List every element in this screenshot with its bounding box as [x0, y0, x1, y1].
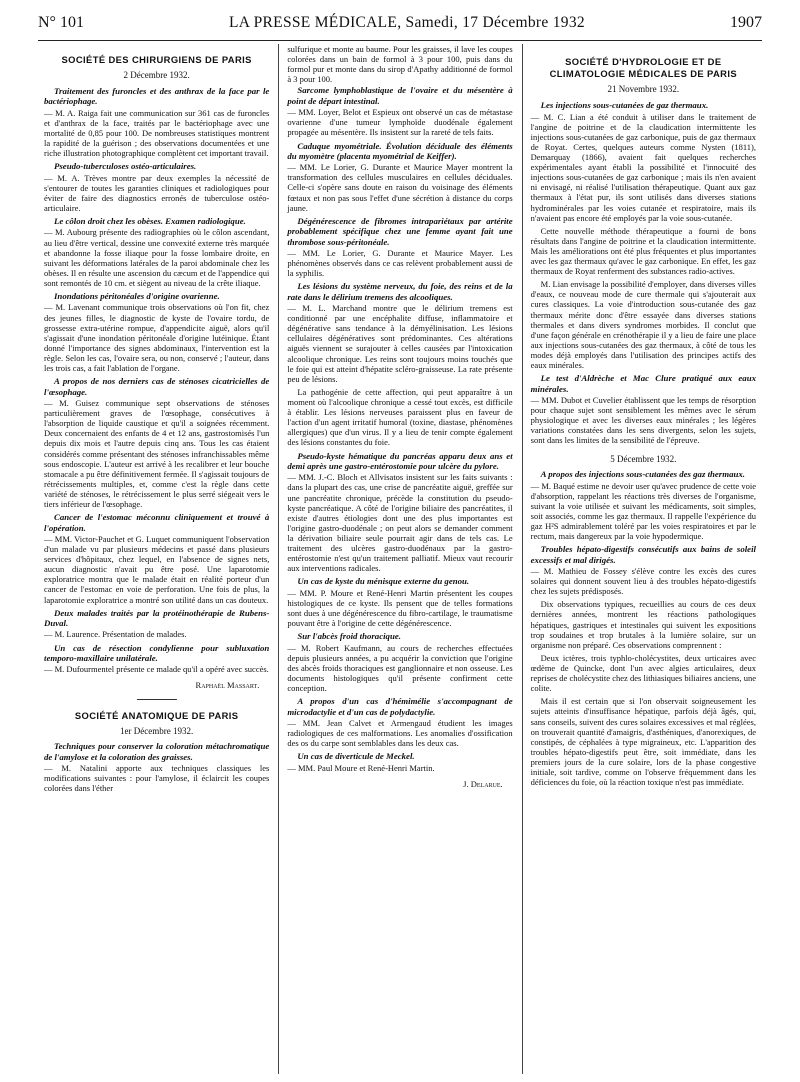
entry-title: Les injections sous-cutanées de gaz thermaux. — [540, 100, 709, 111]
entry-text: Mais il est certain que si l'on observait soigneusement les sujets atteints d'insuffisance hépatique, parfois déjà âgés, qui, sans conseils, suivent des cures solaires excessives et mal réglées, on trouverait quantité d'amaigris, d'asthéniques, d'anorexiques, de constipés, de céphalées à type migraineux, etc. L'apparition des troubles hépato-digestifs peut être, soit immédiate, dans les premiers jours de la cure solaire, lors de la phase congestive initiale, soit tardive, comme on l'observe fréquemment dans les déficiences du foie, où la réaction toxique n'est pas immédiate. — [530, 696, 756, 788]
article-entry — [531, 696, 756, 787]
entry-title: Un cas de diverticule de Meckel. — [297, 751, 415, 762]
entry-title: Un cas de résection condylienne pour subluxation temporo-maxillaire unilatérale. — [44, 642, 270, 663]
section-date: 1er Décembre 1932. — [120, 725, 194, 736]
article-entry — [44, 291, 269, 373]
page-header — [38, 14, 762, 41]
entry-title: Le test d'Aldrèche et Mac Clure pratiqué aux eaux minérales. — [530, 373, 756, 394]
entry-text: — MM. Dubot et Cuvelier établissent que les temps de résorption pour chaque sujet sont sensiblement les mêmes avec le sérum physiologique et avec les diverses eaux minérales ; les légères variations constatées dans les sens divergents, selon les sujets, sont dans les limites de la sensibilité de l'épreuve. — [530, 395, 756, 446]
article-entry — [44, 741, 269, 793]
article-entry — [287, 631, 512, 693]
journal-title: LA PRESSE MÉDICALE, Samedi, 17 Décembre 1932 — [229, 14, 585, 31]
article-entry — [287, 576, 512, 628]
entry-title: Troubles hépato-digestifs consécutifs aux bains de soleil excessifs et mal dirigés. — [530, 544, 756, 565]
entry-text: — M. Mathieu de Fossey s'élève contre les excès des cures solaires qui donnent souvent lieu à des troubles hépato-digestifs chez les sujets prédisposés. — [530, 566, 756, 597]
entry-title: Pseudo-tuberculoses ostéo-articulaires. — [54, 161, 197, 172]
entry-title: Sur l'abcès froid thoracique. — [297, 631, 401, 642]
entries — [44, 86, 269, 674]
entry-title: Techniques pour conserver la coloration métachromatique de l'amylose et la coloration des graisses. — [44, 741, 270, 762]
column-3 — [522, 44, 756, 1074]
entry-text: — MM. Victor-Pauchet et G. Luquet communiquent l'observation d'un malade vu par plusieurs médecins et passé dans plusieurs services d'hôpitaux, chez lequel, en l'absence de signes nets, aucun diagnostic n'avait pu être posé. Une laparotomie exploratrice montra que le malade était en réalité porteur d'un cancer de l'estomac en voie de perforation. Une fois de plus, la laparotomie exploratrice a montré son utilité dans un cas douteux. — [44, 533, 270, 605]
entry-text: — M. A. Raiga fait une communication sur 361 cas de furoncles et d'anthrax de la face, traités par le bactériophage avec une mortalité de 0,85 pour 100. De nombreuses statistiques montrent la rapidité de la guérison ; des observations documentées et une riche illustration photographique complètent cet important travail. — [44, 107, 270, 159]
entries — [531, 100, 756, 445]
article-entry — [287, 281, 512, 384]
divider — [137, 699, 177, 700]
article-entry — [287, 696, 512, 748]
entries — [287, 85, 512, 772]
entry-text: Dix observations typiques, recueillies au cours de ces deux dernières années, montrent les réactions pathologiques hépatiques, gastriques et intestinales qui suivent les expositions trop soudaines et trop brutales à la lumière solaire, sur un organisme non préparé. Ces observations comprennent : — [530, 599, 756, 650]
article-entry — [287, 216, 512, 278]
signature: J. Delarue. — [463, 778, 503, 789]
entry-text: — M. Guisez communique sept observations de sténoses particulièrement graves de l'œsophage, consécutives à l'absorption de liquide caustique et qu'il a soignées récemment. Deux concernaient des enfants de 4 et 12 ans, gastrostomisés l'un depuis dix mois et l'autre depuis cinq ans. Tous les cas étaient considérés comme présentant des sténoses infranchissables même sous endoscopie. L'auteur est arrivé à les recalibrer et leur bouche stomacale a pu être définitivement fermée. Il s'agissait toujours de rétrécissements multiples, et, comme c'est la règle dans cette variété de sténoses, le rétrécissement le plus serré siégeait vers le tiers inférieur de l'œsophage. — [44, 397, 270, 510]
article-entry — [287, 85, 512, 137]
article-entry — [531, 599, 756, 650]
section-date: 2 Décembre 1932. — [123, 70, 190, 81]
paragraph: sulfurique et monte au baume. Pour les graisses, il lave les coupes colorées dans un bain de formol à 3 pour 100, puis dans du formol pur et monte dans du sirop d'Apathy additionné de formol à 3 pour 100. — [287, 44, 513, 85]
article-columns — [44, 44, 756, 1074]
entries — [44, 741, 269, 793]
entry-title: Pseudo-kyste hématique du pancréas apparu deux ans et demi après une gastro-entérostomie pour ulcère du pylore. — [287, 450, 513, 471]
article-entry — [531, 100, 756, 223]
entry-text: — M. L. Marchand montre que le délirium tremens est conditionné par une encéphalite diffuse, inflammatoire et dégénérative sans tendance à la démyélinisation. Les lésions cellulaires dégénératives sont prédominantes. Ces altérations aiguës viennent se surajouter à celles causées par l'intoxication alcoolique chronique. Les reins sont toujours moins touchés que le foie qui est atteint d'hépatite scléro-graisseuse. La rate présente peu de lésions. — [287, 303, 513, 384]
section-date: 5 Décembre 1932. — [610, 453, 677, 464]
article-entry — [44, 608, 269, 640]
entry-text: — M. Dufourmentel présente ce malade qu'il a opéré avec succès. — [44, 664, 269, 675]
entry-text: — MM. Loyer, Belot et Espieux ont observé un cas de métastase ovarienne d'une tumeur lymphoïde duodénale également propagée au mésentère. Ils insistent sur la rareté de tels faits. — [287, 107, 513, 138]
article-entry — [531, 226, 756, 277]
entry-title: Caduque myométriale. Évolution déciduale des éléments du myomètre (placenta myométrial de Keiffer). — [287, 140, 513, 161]
section-title: SOCIÉTÉ ANATOMIQUE DE PARIS — [74, 709, 239, 721]
entry-text: — M. Laurence. Présentation de malades. — [44, 629, 187, 640]
entry-text: — MM. P. Moure et René-Henri Martin présentent les coupes histologiques de ce kyste. Ils pensent que de telles formations sont dues à une dégénérescence du fibro-cartilage, le traumatisme pouvant être à l'origine de cette dégénérescence. — [287, 587, 513, 629]
article-entry — [531, 653, 756, 693]
article-entry — [287, 387, 512, 448]
article-entry — [44, 643, 269, 675]
entry-text: — M. Baqué estime ne devoir user qu'avec prudence de cette voie d'absorption, rappelant les réactions très diverses de l'organisme, suivant la voie utilisée et suivant les médicaments, soit simples, soit associés, comme les gaz thermaux. Il rappelle l'expérience du gaz H²S admirablement toléré par les voies respiratoires et par le rectum, mais dangereux par la voie hypodermique. — [530, 480, 756, 542]
signature: Raphaël Massart. — [195, 680, 260, 691]
entry-text: — M. Natalini apporte aux techniques classiques les modifications suivantes : pour l'amylose, il éclaircit les coupes colorées dans l'éther — [44, 763, 270, 794]
entry-title: Cancer de l'estomac méconnu cliniquement et trouvé à l'opération. — [44, 512, 270, 533]
entry-text: M. Lian envisage la possibilité d'employer, dans diverses villes d'eaux, ce nouveau mode de cure thermale qui s'ajouterait aux cures classiques. La voie d'introduction sous-cutanée des gaz thermaux mérite donc d'être essayée dans diverses stations thermales et dans divers syndromes morbides. Il conclut que d'une façon générale en crénothérapie il y a lieu de faire une place aux injections sous-cutanées des gaz thermaux, à côté de tous les modes déjà employés dans l'utilisation des principes actifs des eaux minérales. — [530, 279, 756, 371]
article-entry — [44, 376, 269, 509]
entry-title: Deux malades traités par la protéinothérapie de Rubens-Duval. — [44, 607, 270, 629]
article-entry — [531, 469, 756, 541]
entry-text: — MM. Le Lorier, G. Durante et Maurice Mayer. Les phénomènes observés dans ce cas relèvent probablement aussi de la syphilis. — [287, 247, 513, 279]
entry-title: Les lésions du système nerveux, du foie, des reins et de la rate dans le délirium tremens des alcooliques. — [287, 281, 513, 302]
entry-text: — M. A. Trèves montre par deux exemples la nécessité de s'entourer de toutes les garanties cliniques et radiologiques pour éviter de faire des diagnostics erronés de tuberculose ostéo-articulaire. — [44, 172, 270, 213]
entry-title: A propos de nos derniers cas de sténoses cicatricielles de l'œsophage. — [44, 376, 270, 397]
article-entry — [44, 86, 269, 158]
article-entry — [287, 751, 512, 772]
entry-text: La pathogénie de cette affection, qui peut apparaître à un moment où l'alcoolique chronique a cessé tout excès, est difficile à établir. Les lésions nerveuses paraissent plus en faveur de l'action d'un agent irritatif humoral (toxine, diastase, phénomènes allergiques) que d'un virus. Il y a lieu de tenir compte également des lésions constantes du foie. — [287, 386, 513, 448]
page-number-left: N° 101 — [38, 14, 84, 31]
entry-text: — M. Robert Kaufmann, au cours de recherches effectuées depuis plusieurs années, a pu acquérir la conviction que l'origine des abcès froids thoraciques est ganglionnaire et non osseuse. Les documents histologiques qu'il présente confirment cette conception. — [287, 642, 513, 694]
article-entry — [44, 216, 269, 288]
article-entry — [531, 279, 756, 370]
section-title: SOCIÉTÉ D'HYDROLOGIE ET DE CLIMATOLOGIE MÉDICALES DE PARIS — [549, 56, 738, 80]
entry-text: — MM. Paul Moure et René-Henri Martin. — [287, 762, 435, 773]
entry-title: Le côlon droit chez les obèses. Examen radiologique. — [54, 216, 246, 227]
column-1 — [44, 44, 269, 1074]
entry-text: — M. C. Lian a été conduit à utiliser dans le traitement de l'angine de poitrine et de la claudication intermittente les injections sous-cutanées de gaz carbonique, puis de gaz thermaux de Royat. Certes, quelques auteurs comme Nysten (1811), Demarquay (1866), avaient fait quelques recherches expérimentales ayant établi la possibilité et l'innocuité des injections sous-cutanées de gaz carbonique ; mais ils n'en avaient ni envisagé, ni réalisé l'utilisation thérapeutique. Quant aux gaz thermaux à l'état pur, ils sont utilisés dans diverses stations hydrominérales par les voies cutanée et respiratoire, mais ils n'avaient pas encore été employés par la voie sous-cutanée. — [530, 111, 756, 223]
entry-title: Dégénérescence de fibromes intrapariétaux par artérite probablement spécifique chez une femme ayant fait une thrombose sous-péritonéale. — [287, 215, 513, 247]
section-title: SOCIÉTÉ DES CHIRURGIENS DE PARIS — [61, 54, 252, 65]
article-entry — [44, 512, 269, 605]
entry-text: Cette nouvelle méthode thérapeutique a fourni de bons résultats dans l'angine de poitrine et la claudication intermittente. Mais les améliorations ont été plus fréquentes et plus importantes avec les gaz thermaux qu'avec le gaz carbonique. En effet, les gaz thermaux de Royat renferment des substances radio-actives. — [530, 225, 756, 277]
section-date: 21 Novembre 1932. — [607, 84, 680, 95]
entry-title: Sarcome lymphoblastique de l'ovaire et du mésentère à point de départ intestinal. — [287, 85, 513, 106]
article-entry — [287, 141, 512, 213]
article-entry — [531, 373, 756, 445]
entry-title: A propos d'un cas d'hémimélie s'accompagnant de microdactylie et d'un cas de polydactylie. — [287, 696, 513, 717]
article-entry — [44, 161, 269, 213]
entry-text: — MM. Jean Calvet et Armengaud étudient les images radiologiques de ces malformations. Les anomalies d'ossification des os du carpe sont semblables dans les deux cas. — [287, 717, 513, 749]
page-number-right: 1907 — [730, 14, 762, 31]
entry-title: Un cas de kyste du ménisque externe du genou. — [297, 576, 470, 587]
entry-text: Deux ictères, trois typhlo-cholécystites, deux urticaires avec œdème de Quincke, dont l'un avec algies articulaires, deux reprises de cholécystite chez des lithiasiques biliaires anciens, une colite. — [530, 652, 756, 694]
entry-title: Inondations péritonéales d'origine ovarienne. — [54, 291, 220, 302]
entry-text: — M. Aubourg présente des radiographies où le côlon ascendant, au lieu d'être vertical, dessine une convexité externe très marquée et abandonne la fosse iliaque pour la fosse lombaire droite, en suivant les déformations latérales de la paroi abdominale chez les obèses. Il en résulte une ascension du cæcum et de l'appendice qui sont remontés de 10 cm. et siègent au niveau de la crête iliaque. — [44, 227, 270, 288]
entry-title: Traitement des furoncles et des anthrax de la face par le bactériophage. — [44, 85, 270, 107]
entry-text: — MM. Le Lorier, G. Durante et Maurice Mayer montrent la transformation des cellules musculaires en cellules déciduales. Celle-ci s'opère sans doute en raison du voisinage des éléments fœtaux et non pas sous l'effet d'une sécrétion à distance du corps jaune. — [287, 162, 513, 213]
article-entry — [531, 544, 756, 596]
entry-title: A propos des injections sous-cutanées des gaz thermaux. — [540, 469, 745, 480]
entry-text: — M. Lavenant communique trois observations où l'on fit, chez des jeunes filles, le diagnostic de kyste de l'ovaire tordu, de grossesse extra-utérine rompue, d'appendicite aiguë, alors qu'il s'agissait d'une inondation péritonéale d'origine lutéinique. Étant donné l'importance des signes abdominaux, l'intervention est la règle. Selon les cas, l'ovaire sera, ou non, conservé ; l'auteur, dans les trois cas, a fait l'ablation de l'organe. — [44, 302, 270, 374]
article-entry — [287, 451, 512, 574]
entry-text: — MM. J.-C. Bloch et Allvisatos insistent sur les faits suivants : dans la plupart des cas, une crise de pancréatite aiguë, greffée sur une pancréatite chronique, précède la constitution du pseudo-kyste pancréatique. A côté de l'origine biliaire des pancréatites, il existe d'autres étiologies dont une des plus importantes est l'origine gastro-duodénale ; on peut alors se demander comment la dérivation biliaire seule pourrait agir dans de tels cas. Le traitement des ulcères gastro-duodénaux par la gastro-entérostomie n'est qu'un traitement palliatif. Mieux vaut recourir aux interventions radicales. — [287, 472, 513, 574]
entries — [531, 469, 756, 787]
column-2 — [278, 44, 512, 1074]
